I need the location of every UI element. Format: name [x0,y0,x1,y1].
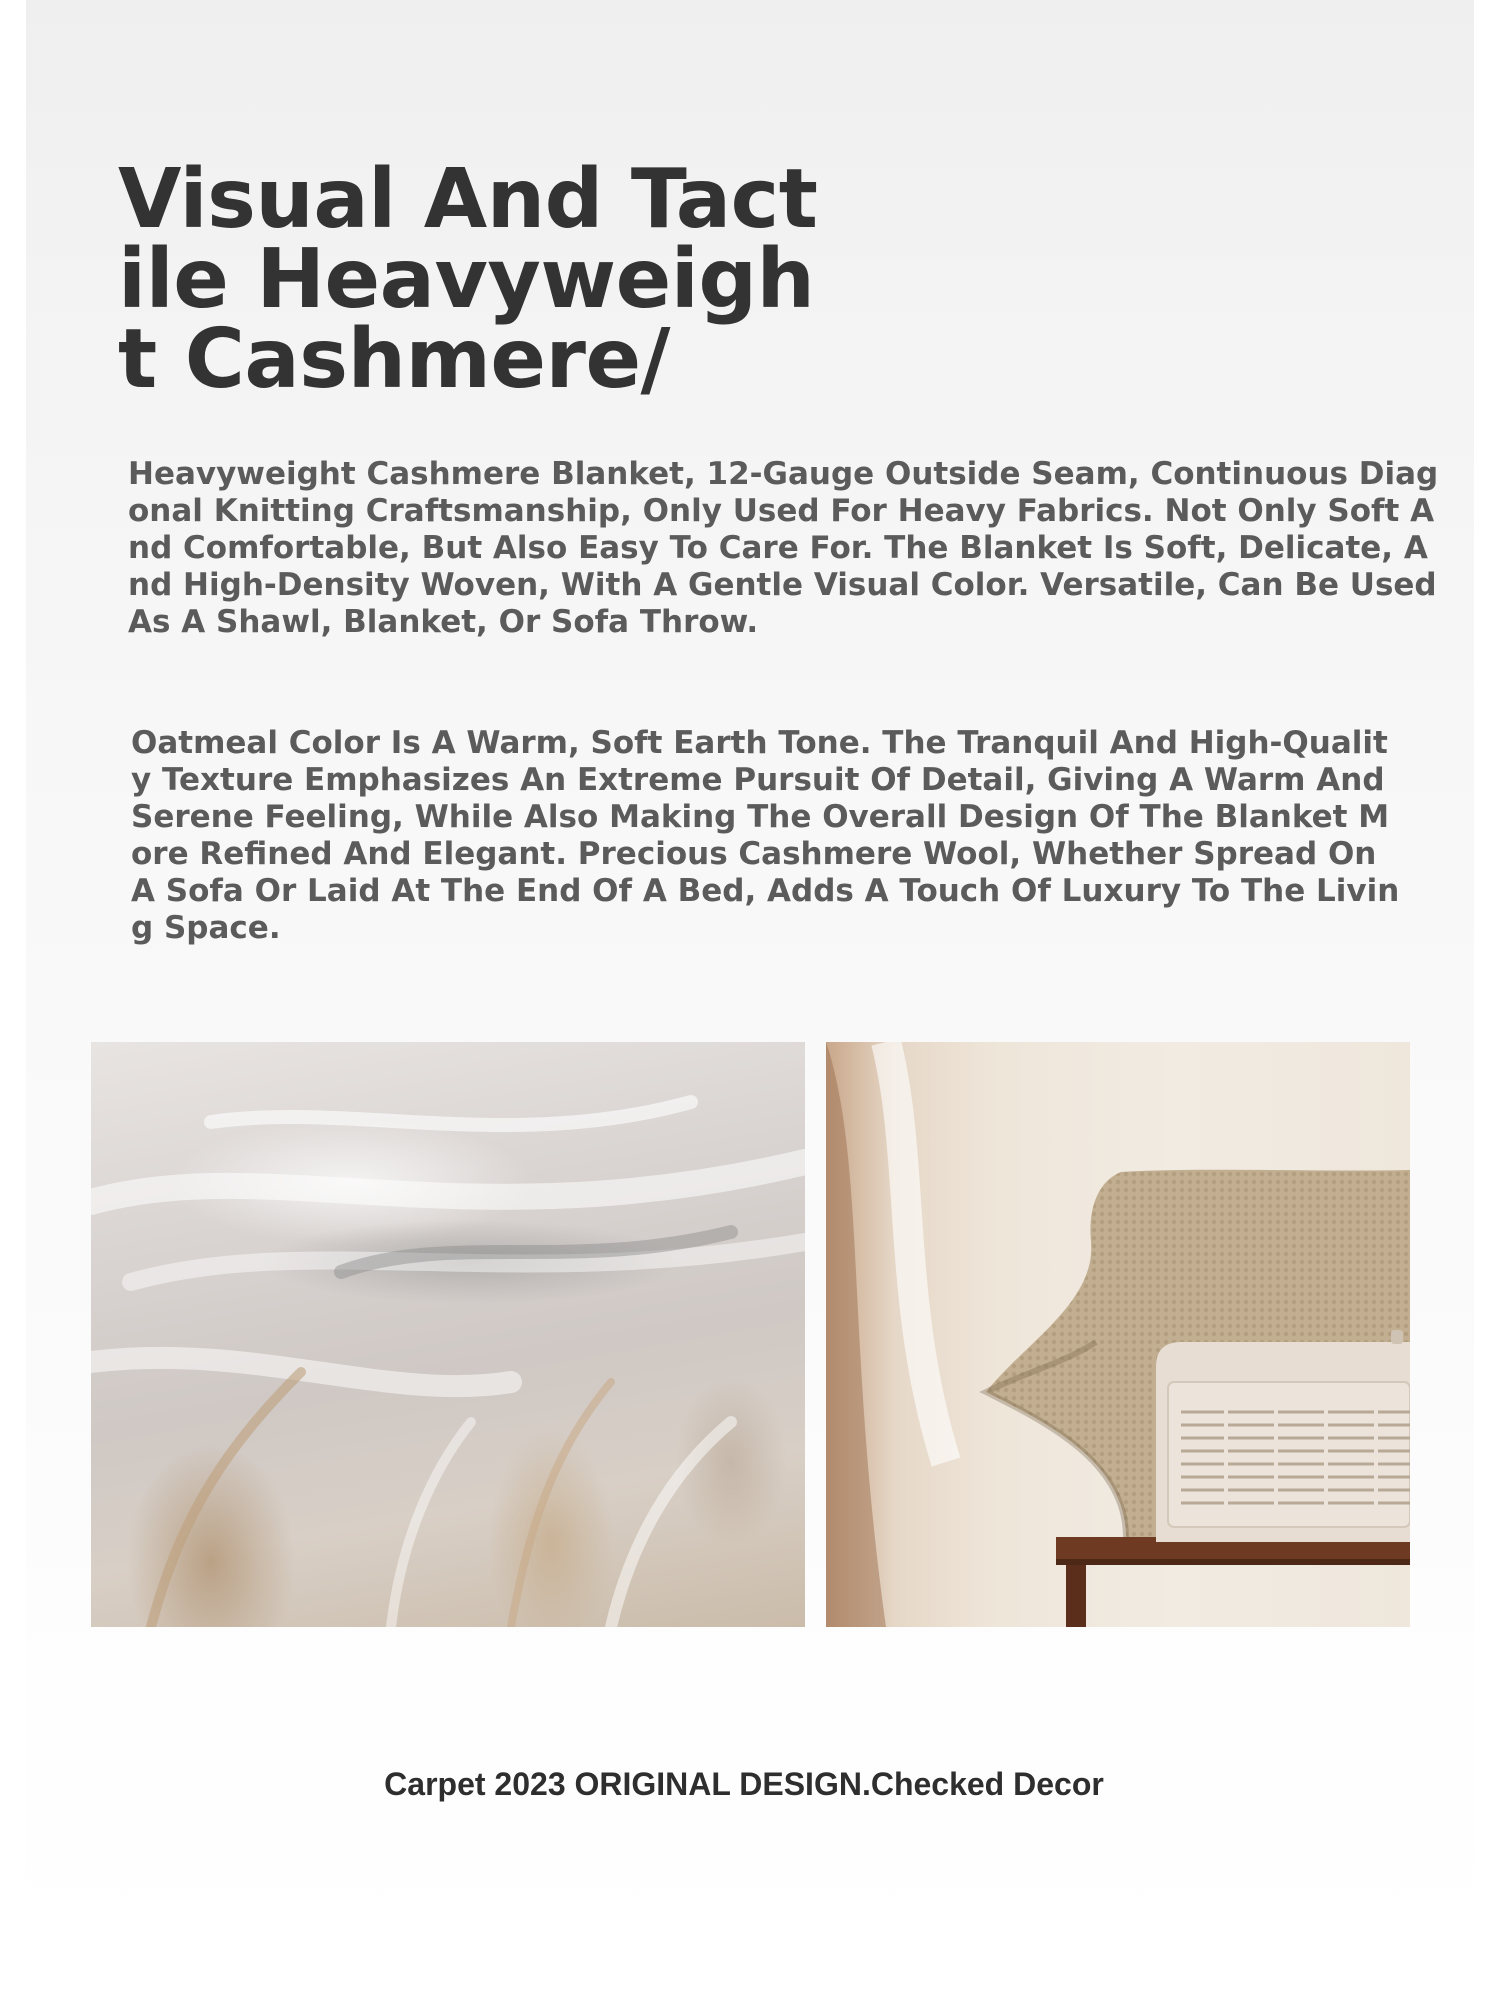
blanket-heater-photo [826,1042,1410,1627]
footer-caption: Carpet 2023 ORIGINAL DESIGN.Checked Decor [384,1766,1104,1802]
description-paragraph-1: Heavyweight Cashmere Blanket, 12-Gauge Outside Seam, Continuous Diagonal Knitting Craftsmanship, Only Used For Heavy Fabrics. Not Only Soft And Comfortable, But Also Easy To Care For. The Blanket Is Soft, Delicate, And High-Density Woven, With A Gentle Visual Color. Versatile, Can Be Used As A Shawl, Blanket, Or Sofa Throw. [128,456,1439,640]
cashmere-fiber-photo [91,1042,805,1627]
description-paragraph-2: Oatmeal Color Is A Warm, Soft Earth Tone. The Tranquil And High-Quality Texture Emphasizes An Extreme Pursuit Of Detail, Giving A Warm And Serene Feeling, While Also Making The Overall Design Of The Blanket More Refined And Elegant. Precious Cashmere Wool, Whether Spread On A Sofa Or Laid At The End Of A Bed, Adds A Touch Of Luxury To The Living Space. [131,725,1400,946]
page-title: Visual And Tactile Heavyweight Cashmere/ [118,152,818,407]
